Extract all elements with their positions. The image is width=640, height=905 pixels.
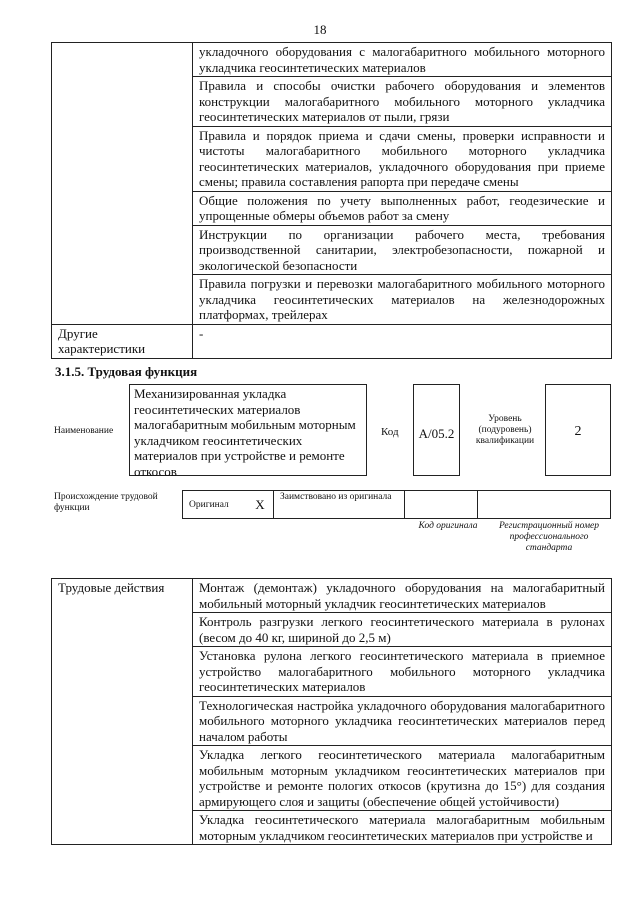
code-original-cell <box>405 491 478 519</box>
name-label: Наименование <box>54 426 114 436</box>
level-value-box: 2 <box>545 384 611 476</box>
code-label: Код <box>381 426 399 438</box>
other-characteristics-label: Другие характеристики <box>52 324 193 358</box>
labor-action-row: Укладка геосинтетического материала малогабаритным мобильным моторным укладчиком геосинтетических материалов при устройстве и <box>193 811 612 845</box>
knowledge-table <box>51 42 612 359</box>
knowledge-row: Правила и порядок приема и сдачи смены, проверки исправности и чистоты малогабаритного мобильного моторного укладчика геосинтетических материалов, укладочного оборудования при приеме смены; правила составления рапорта при передаче смены <box>193 126 612 191</box>
original-mark: X <box>247 491 274 519</box>
level-label: Уровень (подуровень) квалификации <box>475 414 535 446</box>
other-characteristics-value: - <box>193 324 612 358</box>
code-original-caption: Код оригинала <box>418 521 478 531</box>
section-title: 3.1.5. Трудовая функция <box>55 364 198 379</box>
labor-action-row: Установка рулона легкого геосинтетического материала в приемное устройство малогабаритного мобильного моторного укладчика геосинтетических материалов <box>193 647 612 697</box>
labor-action-row: Укладка легкого геосинтетического материала малогабаритным мобильным моторным укладчиком геосинтетических материалов при устройстве и ремонте пологих откосов (крутизна до 15°) для создания армирующего слоя и защиты (обеспечение общей устойчивости) <box>193 746 612 811</box>
knowledge-row: укладочного оборудования с малогабаритного мобильного моторного укладчика геосинтетических материалов <box>193 43 612 77</box>
knowledge-row: Общие положения по учету выполненных работ, геодезические и упрощенные обмеры объемов работ за смену <box>193 191 612 225</box>
labor-action-row: Контроль разгрузки легкого геосинтетического материала в рулонах (весом до 40 кг, шириной до 2,5 м) <box>193 613 612 647</box>
knowledge-row: Правила и способы очистки рабочего оборудования и элементов конструкции малогабаритного мобильного моторного укладчика геосинтетических материалов от пыли, грязи <box>193 77 612 127</box>
borrowed-label: Заимствовано из оригинала <box>274 491 405 519</box>
page-number: 18 <box>313 22 327 37</box>
function-name-box: Механизированная укладка геосинтетических материалов малогабаритным мобильным моторным укладчиком геосинтетических материалов при устройстве и ремонте откосов <box>129 384 367 476</box>
labor-action-row: Технологическая настройка укладочного оборудования малогабаритного мобильного моторного укладчика геосинтетических материалов перед началом работы <box>193 696 612 746</box>
knowledge-row: Правила погрузки и перевозки малогабаритного мобильного моторного укладчика геосинтетических материалов на железнодорожных платформах, трейлерах <box>193 275 612 325</box>
labor-action-row: Монтаж (демонтаж) укладочного оборудования на малогабаритный мобильный моторный укладчик геосинтетических материалов <box>193 579 612 613</box>
origin-label: Происхождение трудовой функции <box>54 492 158 513</box>
reg-number-cell <box>478 491 611 519</box>
labor-actions-table <box>51 578 612 845</box>
code-value-box: A/05.2 <box>413 384 460 476</box>
reg-number-caption: Регистрационный номер профессионального стандарта <box>498 521 600 553</box>
original-label: Оригинал <box>183 491 248 519</box>
labor-actions-label: Трудовые действия <box>52 579 193 845</box>
knowledge-row: Инструкции по организации рабочего места, требования производственной санитарии, электробезопасности, пожарной и экологической безопасности <box>193 225 612 275</box>
origin-table <box>182 490 611 519</box>
empty-label-cell <box>52 43 193 325</box>
